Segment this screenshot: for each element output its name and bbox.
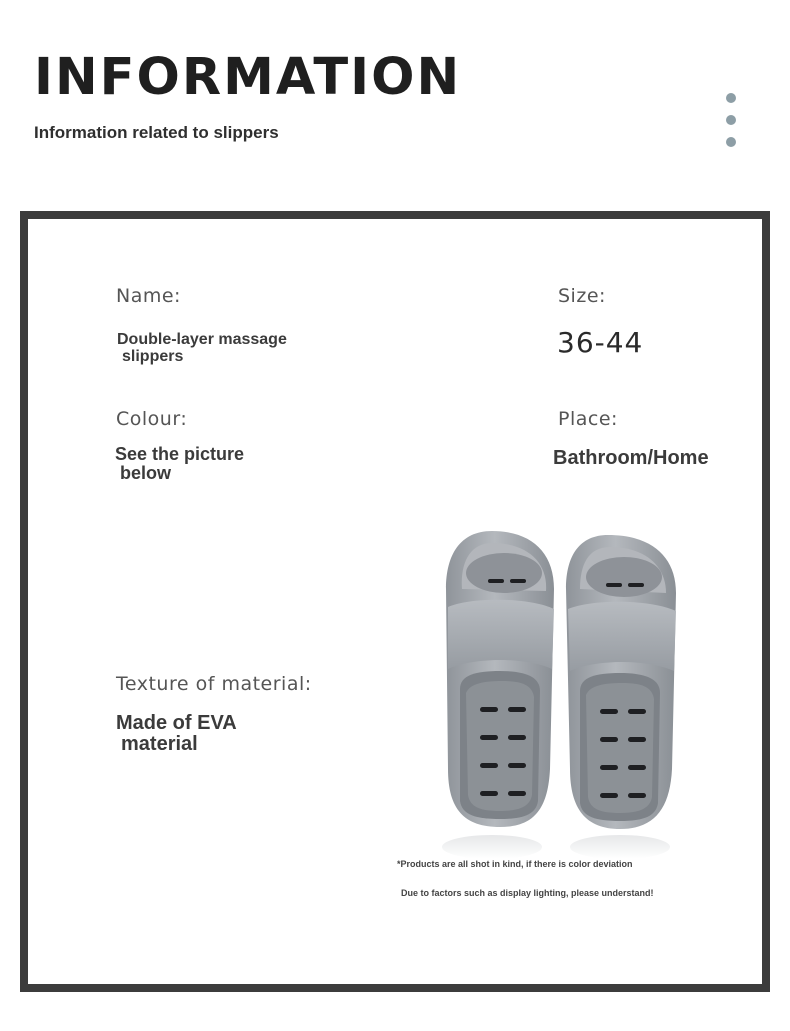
- right-slipper: [566, 535, 676, 829]
- size-value: 36-44: [557, 326, 644, 359]
- reflection-right: [570, 835, 670, 859]
- dot-icon: [726, 115, 736, 125]
- disclaimer-line2: Due to factors such as display lighting, please understand!: [401, 888, 654, 898]
- colour-value-line1: See the picture: [115, 444, 245, 464]
- name-value: [117, 332, 287, 366]
- colour-label: Colour:: [116, 408, 188, 430]
- colour-value-line2: below: [120, 462, 172, 483]
- name-value-line1: Double-layer massage: [117, 331, 287, 348]
- texture-label: Texture of material:: [116, 673, 312, 695]
- size-label: Size:: [558, 285, 606, 307]
- info-frame: [20, 211, 770, 992]
- colour-value: [115, 445, 244, 483]
- left-slipper: [446, 531, 554, 827]
- page-subtitle: Information related to slippers: [34, 123, 279, 142]
- place-value: Bathroom/Home: [553, 447, 709, 469]
- texture-value-line2: material: [121, 733, 198, 755]
- dot-icon: [726, 93, 736, 103]
- decorative-dots: [726, 93, 737, 159]
- texture-value: [116, 713, 237, 755]
- texture-value-line1: Made of EVA: [116, 712, 237, 734]
- disclaimer-line1: *Products are all shot in kind, if there is color deviation: [397, 859, 633, 869]
- page-title: INFORMATION: [34, 48, 462, 107]
- name-value-line2: slippers: [122, 347, 184, 365]
- slippers-illustration: [430, 529, 690, 859]
- reflection-left: [442, 835, 542, 859]
- name-label: Name:: [116, 285, 181, 307]
- dot-icon: [726, 137, 736, 147]
- place-label: Place:: [558, 408, 618, 430]
